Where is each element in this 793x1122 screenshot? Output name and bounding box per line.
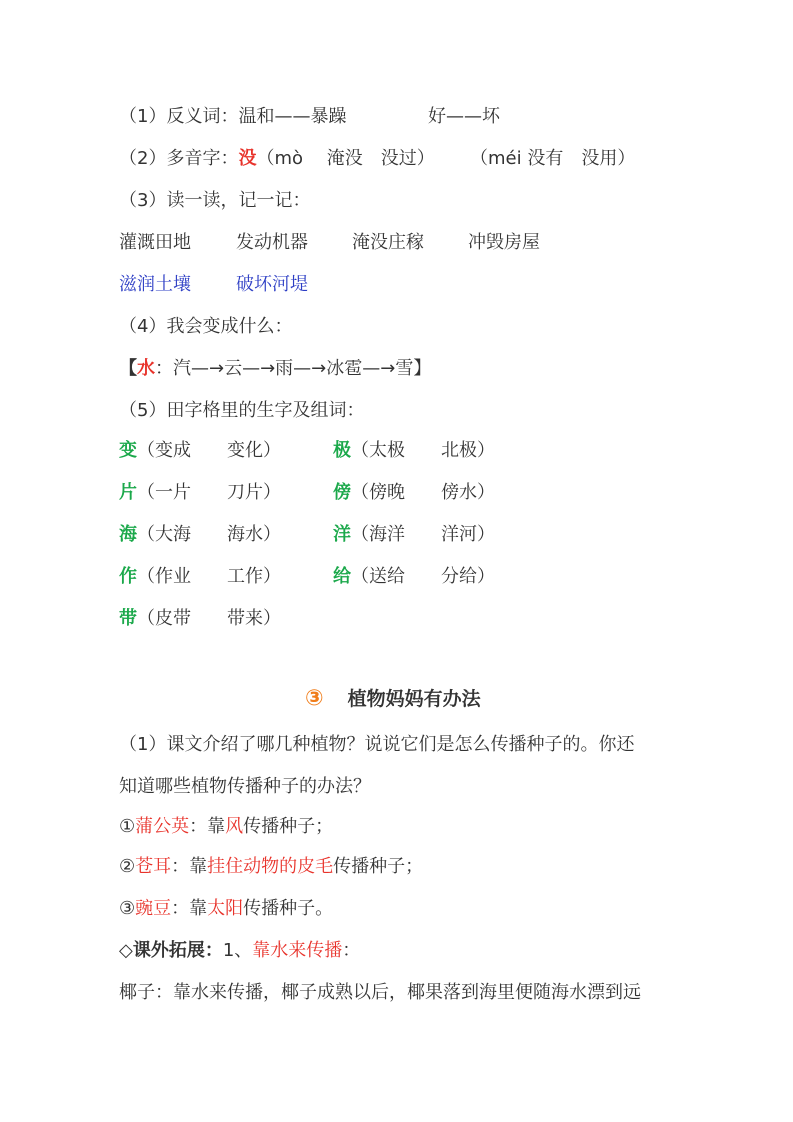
grid-row: [119, 439, 281, 463]
answer-text: ：靠: [189, 816, 226, 837]
dispersal-method: 风: [225, 816, 244, 837]
word-3: 淹没庄稼: [352, 232, 424, 253]
grid-row: [333, 523, 495, 547]
antonym-pair-2: 好——坏: [428, 106, 500, 127]
answer-3: [119, 897, 333, 921]
grid-row: [333, 565, 495, 589]
answer-number: ③: [119, 898, 136, 919]
answer-text: 传播种子；: [333, 856, 424, 877]
grid-row: [333, 439, 495, 463]
extension-number: 1、: [222, 940, 253, 961]
read-label: （3）读一读，记一记：: [119, 190, 311, 211]
plant-name: 豌豆: [135, 898, 172, 919]
plant-name: 蒲公英: [135, 816, 190, 837]
grid-row: [119, 523, 281, 547]
grid-char: 极: [333, 440, 351, 461]
grid-row: [119, 607, 281, 631]
answer-text: ：靠: [171, 898, 208, 919]
grid-label: （5）田字格里的生字及组词：: [119, 400, 365, 421]
grid-words: （海洋 洋河）: [351, 524, 495, 545]
grid-char: 给: [333, 566, 351, 587]
grid-row: [119, 565, 281, 589]
polyphone-reading-mo: （mò 淹没 没过）: [256, 148, 435, 169]
grid-words: （一片 刀片）: [137, 482, 281, 503]
grid-words: （太极 北极）: [351, 440, 495, 461]
grid-char: 洋: [333, 524, 351, 545]
polyphone-char: 没: [238, 148, 257, 169]
grid-words: （变成 变化）: [137, 440, 281, 461]
grid-char: 作: [119, 566, 137, 587]
dispersal-method: 挂住动物的皮毛: [207, 856, 334, 877]
answer-text: 传播种子；: [243, 816, 334, 837]
antonyms-line: [119, 105, 346, 129]
question-line-2: 知道哪些植物传播种子的办法？: [119, 776, 371, 797]
grid-row: [119, 481, 281, 505]
dispersal-method: 太阳: [207, 898, 244, 919]
grid-char: 海: [119, 524, 137, 545]
polyphone-line: [119, 147, 435, 171]
grid-char: 片: [119, 482, 137, 503]
answer-number: ①: [119, 816, 136, 837]
word-2: 发动机器: [236, 232, 308, 253]
water-char: 水: [137, 358, 155, 379]
polyphone-label: （2）多音字：: [119, 148, 239, 169]
lesson-title: 植物妈妈有办法: [347, 688, 481, 710]
answer-1: [119, 815, 333, 839]
water-cycle-chain: ：汽—→云—→雨—→冰雹—→雪】: [155, 358, 432, 379]
answer-text: ：靠: [171, 856, 208, 877]
bracket-open: 【: [119, 358, 137, 379]
grid-char: 带: [119, 608, 137, 629]
grid-row: [333, 481, 495, 505]
antonym-pair-1: 温和——暴躁: [238, 106, 347, 127]
lesson-heading: [305, 686, 481, 713]
answer-number: ②: [119, 856, 136, 877]
extension-line: [119, 939, 360, 963]
antonyms-label: （1）反义词：: [119, 106, 239, 127]
word-5: 滋润土壤: [119, 274, 191, 295]
word-4: 冲毁房屋: [468, 232, 540, 253]
word-6: 破坏河堤: [236, 274, 308, 295]
lesson-number: ③: [305, 686, 324, 711]
extension-colon: ：: [342, 940, 361, 961]
grid-words: （送给 分给）: [351, 566, 495, 587]
grid-words: （作业 工作）: [137, 566, 281, 587]
grid-char: 傍: [333, 482, 351, 503]
extension-topic: 靠水来传播: [252, 940, 343, 961]
grid-words: （傍晚 傍水）: [351, 482, 495, 503]
grid-words: （大海 海水）: [137, 524, 281, 545]
extension-label: ◇课外拓展：: [119, 940, 223, 961]
question-line-1: （1）课文介绍了哪几种植物？说说它们是怎么传播种子的。你还: [119, 734, 635, 755]
water-cycle-line: [119, 357, 431, 381]
polyphone-reading-mei: （méi 没有 没用）: [470, 148, 636, 169]
answer-text: 传播种子。: [243, 898, 334, 919]
grid-words: （皮带 带来）: [137, 608, 281, 629]
coconut-paragraph: 椰子：靠水来传播，椰子成熟以后，椰果落到海里便随海水漂到远: [119, 982, 641, 1003]
grid-char: 变: [119, 440, 137, 461]
answer-2: [119, 855, 423, 879]
plant-name: 苍耳: [135, 856, 172, 877]
transform-label: （4）我会变成什么：: [119, 316, 293, 337]
word-1: 灌溉田地: [119, 232, 191, 253]
